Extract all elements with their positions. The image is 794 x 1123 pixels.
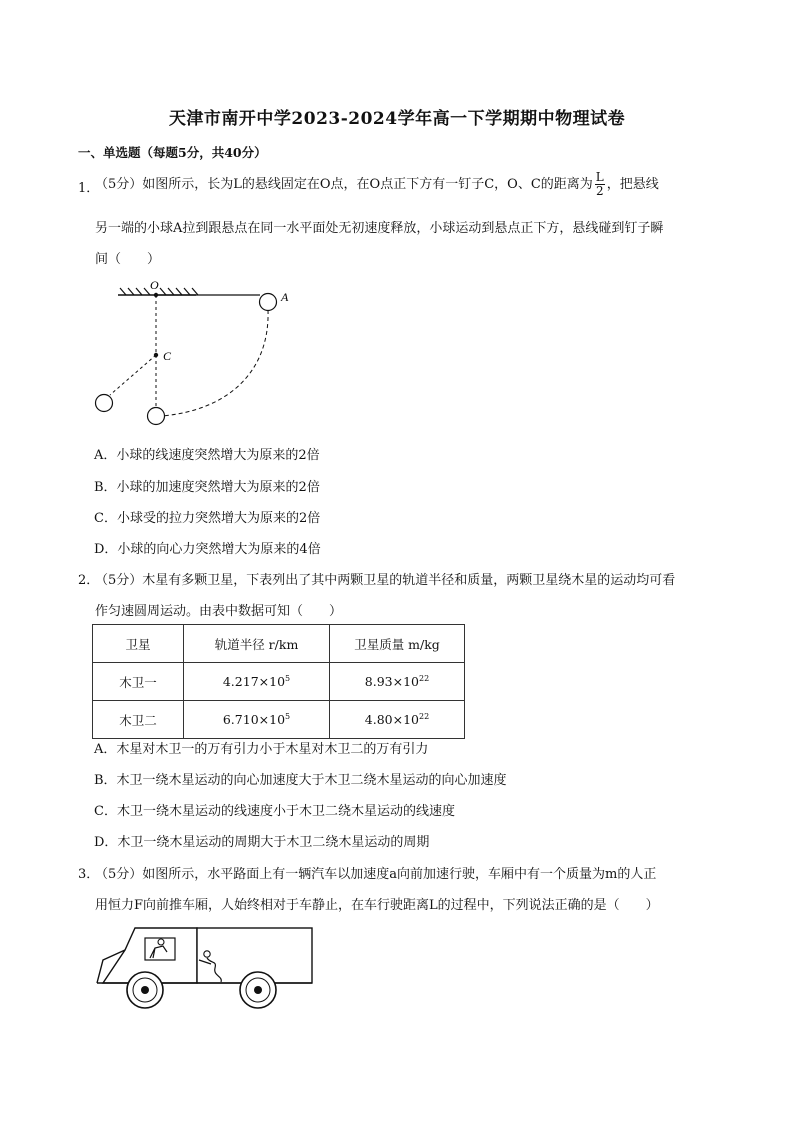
question-1-text-b: ，把悬线 bbox=[606, 177, 659, 192]
question-1-line-1 bbox=[95, 171, 659, 198]
question-3-line-2: 用恒力F向前推车厢，人始终相对于车静止，在车行驶距离L的过程中，下列说法正确的是（ ） bbox=[95, 898, 659, 913]
cell-radius bbox=[184, 663, 330, 701]
satellite-table bbox=[92, 624, 465, 739]
point-o bbox=[154, 293, 158, 297]
q2-option-c[interactable]: C．木卫一绕木星运动的线速度小于木卫二绕木星运动的线速度 bbox=[94, 804, 455, 819]
q1-option-a[interactable]: A．小球的线速度突然增大为原来的2倍 bbox=[94, 448, 320, 463]
question-1-number: 1． bbox=[78, 181, 100, 196]
radius-exponent: 5 bbox=[285, 674, 291, 683]
arc-path bbox=[162, 310, 268, 416]
label-c: C bbox=[163, 349, 172, 363]
fraction-denominator: 2 bbox=[595, 184, 604, 198]
cell-name: 木卫一 bbox=[93, 663, 184, 701]
header-satellite: 卫星 bbox=[93, 625, 184, 663]
q2-option-a[interactable]: A．木星对木卫一的万有引力小于木星对木卫二的万有引力 bbox=[94, 742, 429, 757]
question-3-line-1: （5分）如图所示，水平路面上有一辆汽车以加速度a向前加速行驶，车厢中有一个质量为m的人正 bbox=[95, 867, 657, 882]
page-title: 天津市南开中学2023-2024学年高一下学期期中物理试卷 bbox=[168, 109, 626, 129]
q1-option-b[interactable]: B．小球的加速度突然增大为原来的2倍 bbox=[94, 480, 320, 495]
front-hub bbox=[141, 986, 149, 994]
header-orbit-radius: 轨道半径 r/km bbox=[184, 625, 330, 663]
question-2-number: 2． bbox=[78, 573, 100, 588]
swing-dashed-line bbox=[110, 355, 156, 395]
question-1-line-2: 另一端的小球A拉到跟悬点在同一水平面处无初速度释放，小球运动到悬点正下方，悬线碰到钉子瞬 bbox=[95, 221, 664, 236]
table-row bbox=[93, 663, 465, 701]
cell-mass bbox=[330, 663, 465, 701]
mass-base: 4.80×10 bbox=[364, 712, 420, 727]
fraction-l-over-2 bbox=[595, 171, 605, 198]
label-o: O bbox=[150, 278, 159, 292]
question-2-line-2: 作匀速圆周运动。由表中数据可知（ ） bbox=[95, 604, 343, 619]
question-1-text-a: （5分）如图所示，长为L的悬线固定在O点，在O点正下方有一钉子C，O、C的距离为 bbox=[95, 177, 593, 192]
ball-bottom bbox=[148, 408, 165, 425]
mass-exponent: 22 bbox=[419, 674, 430, 683]
truck-figure bbox=[95, 920, 325, 1020]
table-header-row bbox=[93, 625, 465, 663]
q2-option-b[interactable]: B．木卫一绕木星运动的向心加速度大于木卫二绕木星运动的向心加速度 bbox=[94, 773, 507, 788]
radius-base: 4.217×10 bbox=[222, 674, 286, 689]
cell-name: 木卫二 bbox=[93, 701, 184, 739]
radius-exponent: 5 bbox=[285, 712, 291, 721]
header-satellite-mass: 卫星质量 m/kg bbox=[330, 625, 465, 663]
pendulum-figure bbox=[90, 275, 310, 435]
label-a: A bbox=[281, 290, 289, 304]
q1-option-d[interactable]: D．小球的向心力突然增大为原来的4倍 bbox=[94, 542, 321, 557]
fraction-numerator: L bbox=[595, 170, 604, 184]
question-3-number: 3． bbox=[78, 867, 100, 882]
q2-option-d[interactable]: D．木卫一绕木星运动的周期大于木卫二绕木星运动的周期 bbox=[94, 835, 430, 850]
ball-a bbox=[260, 294, 277, 311]
radius-base: 6.710×10 bbox=[222, 712, 286, 727]
question-2-line-1: （5分）木星有多颗卫星，下表列出了其中两颗卫星的轨道半径和质量，两颗卫星绕木星的运动均可看 bbox=[95, 573, 676, 588]
mass-exponent: 22 bbox=[419, 712, 430, 721]
rear-hub bbox=[254, 986, 262, 994]
section-heading: 一、单选题（每题5分，共40分） bbox=[78, 145, 267, 160]
table-row bbox=[93, 701, 465, 739]
cell-radius bbox=[184, 701, 330, 739]
cell-mass bbox=[330, 701, 465, 739]
nail-c bbox=[154, 353, 158, 357]
mass-base: 8.93×10 bbox=[364, 674, 420, 689]
question-1-line-3: 间（ ） bbox=[95, 252, 161, 267]
ball-left bbox=[96, 395, 113, 412]
q1-option-c[interactable]: C．小球受的拉力突然增大为原来的2倍 bbox=[94, 511, 321, 526]
